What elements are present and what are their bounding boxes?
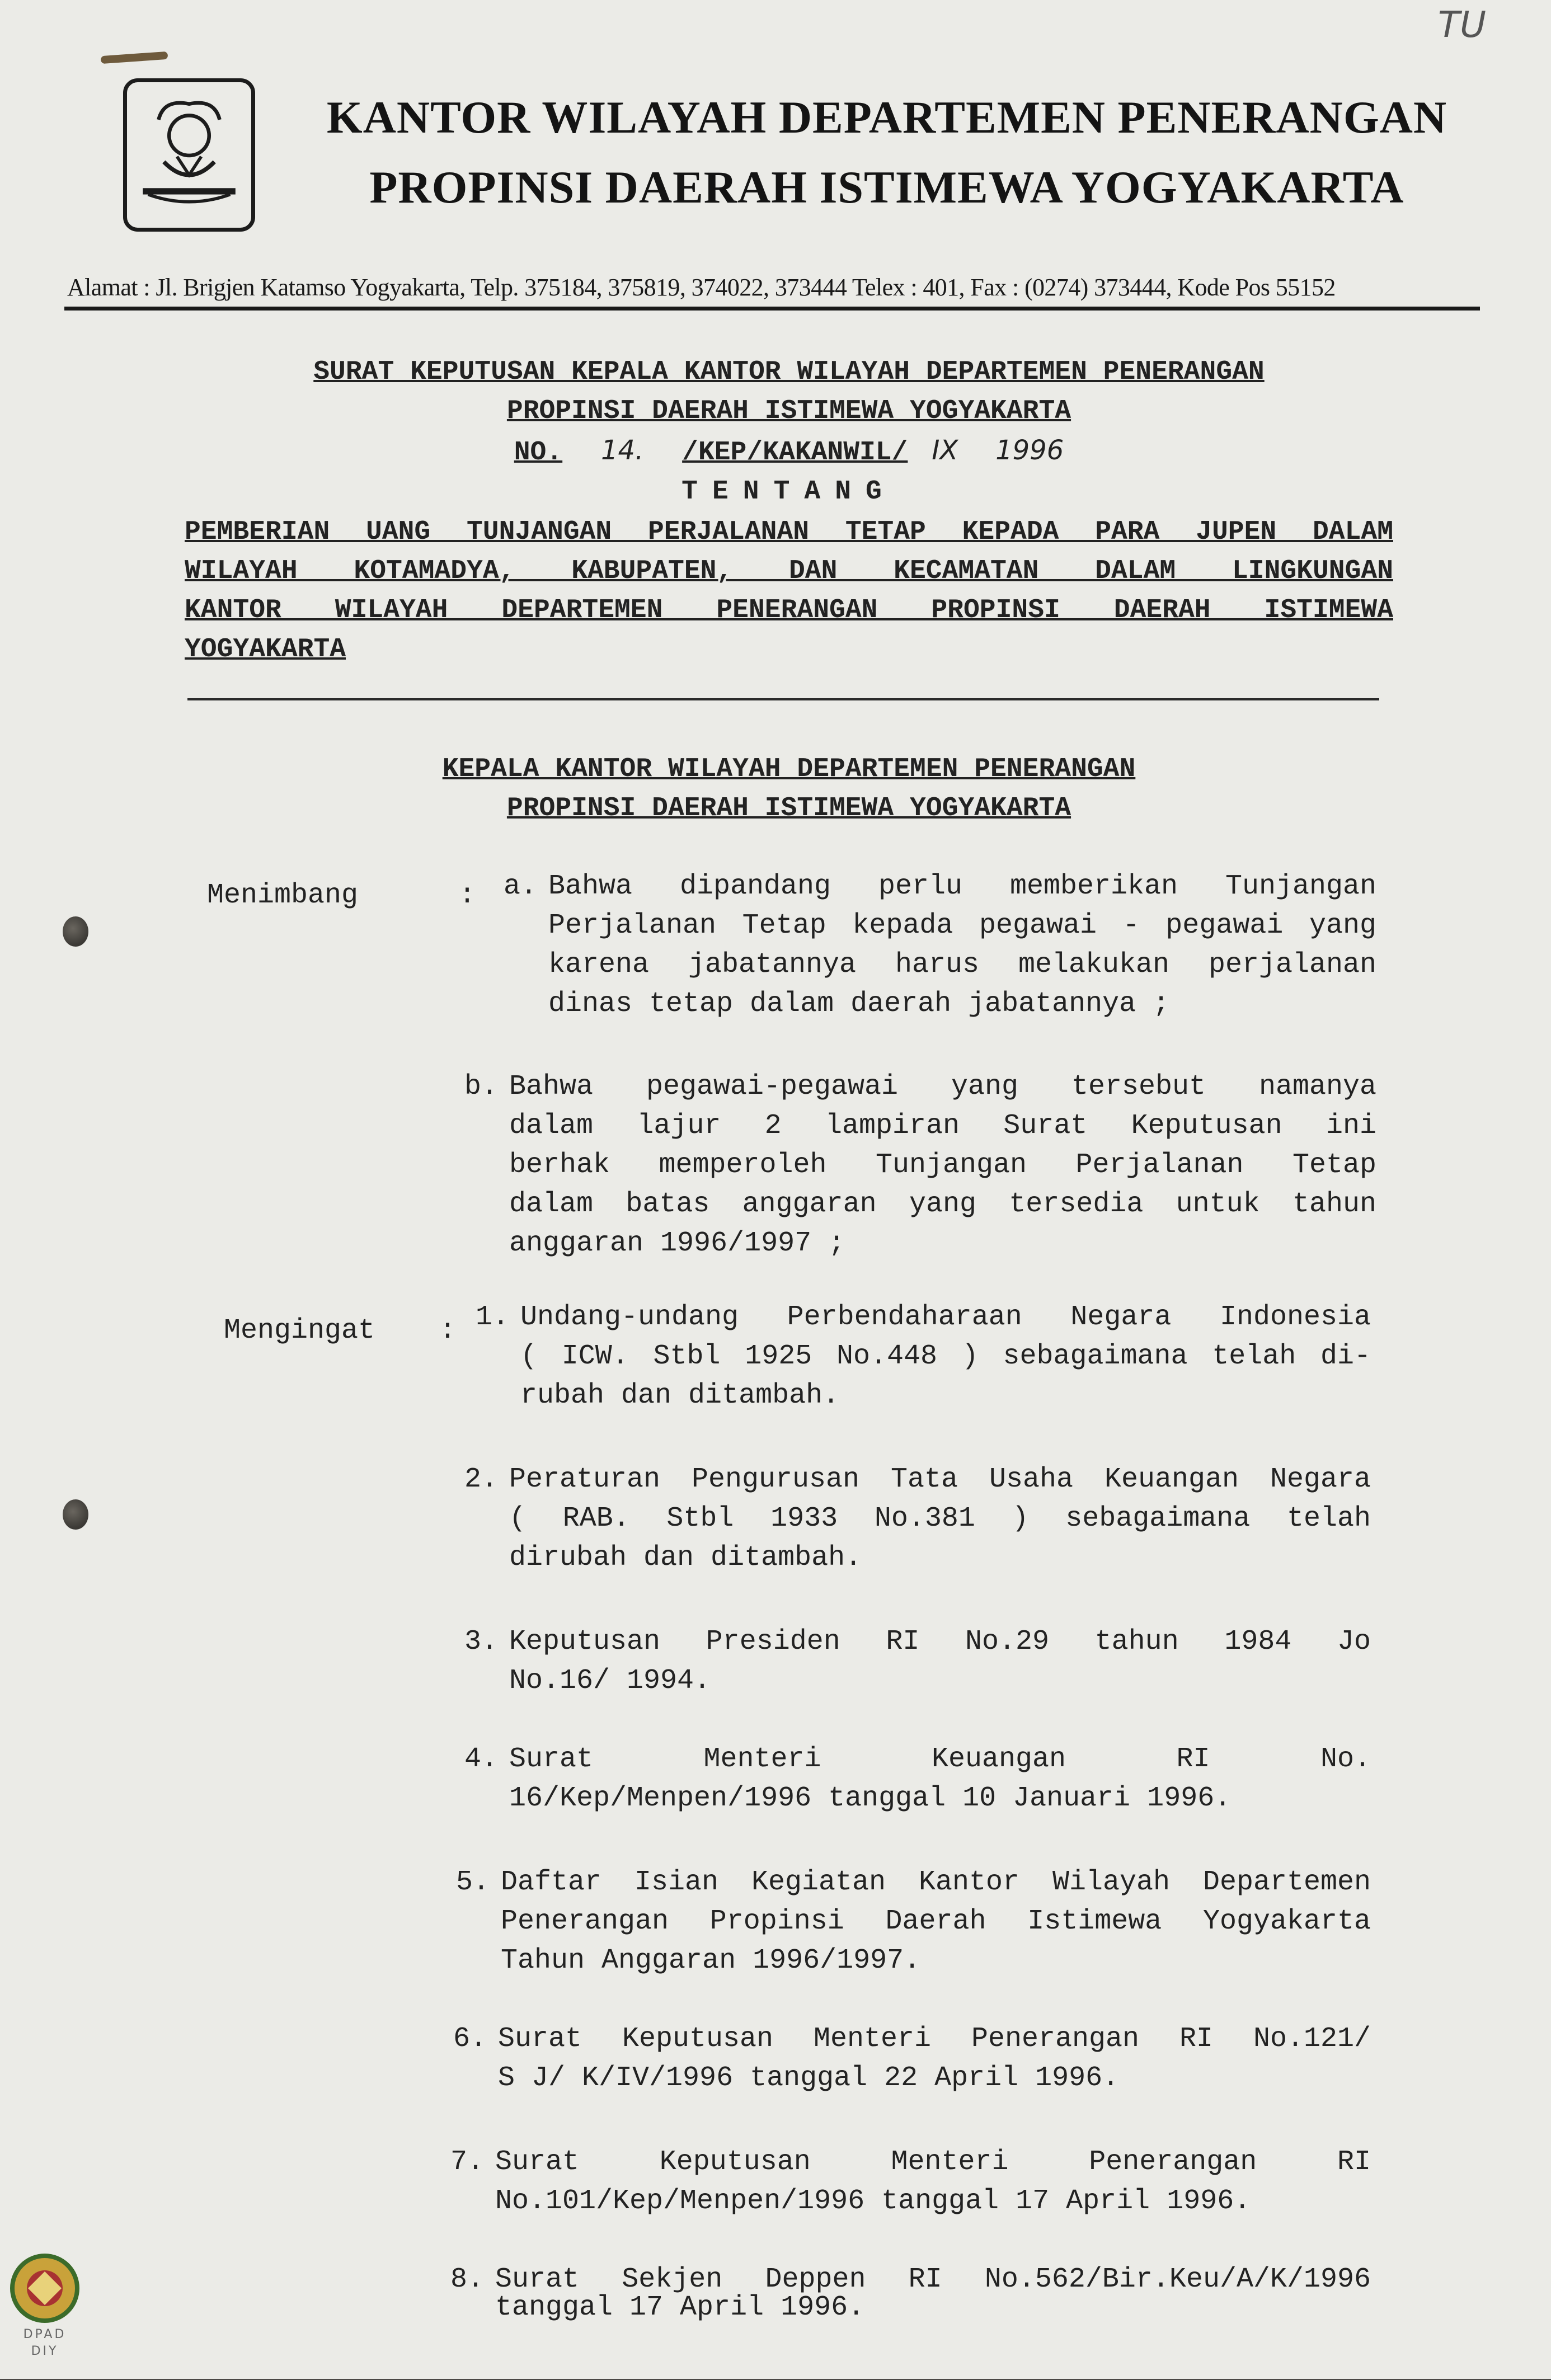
- item-text: [501, 1863, 1371, 1981]
- item-line: Tahun Anggaran 1996/1997.: [501, 1945, 921, 1977]
- issuer-block: [185, 750, 1393, 828]
- item-text: [509, 1067, 1376, 1263]
- item-line: dalam batas anggaran yang tersedia untuk tahun: [509, 1188, 1376, 1220]
- mengingat-item: [450, 2143, 1371, 2221]
- item-number: b.: [464, 1071, 499, 1103]
- letterhead: [291, 84, 1483, 224]
- item-line: Surat Menteri Keuangan RI No.: [509, 1743, 1371, 1775]
- item-line: berhak memperoleh Tunjangan Perjalanan Tetap: [509, 1149, 1376, 1181]
- item-line: No.101/Kep/Menpen/1996 tanggal 17 April 1996.: [495, 2185, 1251, 2217]
- item-line: S J/ K/IV/1996 tanggal 22 April 1996.: [498, 2062, 1120, 2094]
- item-line: Peraturan Pengurusan Tata Usaha Keuangan Negara: [509, 1464, 1371, 1495]
- item-text: [509, 1740, 1371, 1818]
- stamp-text-line2: DIY: [31, 2344, 59, 2358]
- item-line: 16/Kep/Menpen/1996 tanggal 10 Januari 1996.: [509, 1782, 1232, 1814]
- item-line: Bahwa dipandang perlu memberikan Tunjangan: [548, 871, 1376, 902]
- item-text: [495, 2266, 1371, 2322]
- decree-number-year: 1996: [995, 435, 1064, 466]
- item-line: Surat Sekjen Deppen RI No.562/Bir.Keu/A/K/1996: [495, 2264, 1371, 2296]
- item-text: [509, 1622, 1371, 1701]
- mengingat-item: [464, 1460, 1371, 1578]
- title-divider: [187, 698, 1379, 700]
- menimbang-item: [464, 1067, 1376, 1263]
- item-line: Surat Keputusan Menteri Penerangan RI: [495, 2146, 1371, 2178]
- item-line: anggaran 1996/1997 ;: [509, 1227, 845, 1259]
- menimbang-item: [504, 867, 1376, 1024]
- pencil-mark: [101, 51, 168, 64]
- decree-subject: [185, 512, 1393, 669]
- item-number: 3.: [464, 1626, 499, 1658]
- item-number: a.: [504, 871, 538, 902]
- mengingat-label: Mengingat: [224, 1315, 375, 1347]
- item-line: Surat Keputusan Menteri Penerangan RI No.121/: [498, 2023, 1371, 2055]
- item-number: 7.: [450, 2146, 485, 2178]
- mengingat-item: [464, 1622, 1371, 1701]
- issuer-line1: KEPALA KANTOR WILAYAH DEPARTEMEN PENERANGAN: [442, 754, 1136, 784]
- decree-subject-line: WILAYAH KOTAMADYA, KABUPATEN, DAN KECAMATAN DALAM LINGKUNGAN: [185, 556, 1393, 586]
- item-number: 1.: [476, 1301, 510, 1333]
- item-line: Keputusan Presiden RI No.29 tahun 1984 Jo: [509, 1626, 1371, 1658]
- item-line: ( ICW. Stbl 1925 No.448 ) sebagaimana telah di-: [520, 1340, 1371, 1372]
- mengingat-item: [450, 2266, 1371, 2322]
- mengingat-colon: :: [439, 1315, 457, 1347]
- stamp-text-line1: DPAD: [23, 2327, 67, 2341]
- item-line: Perjalanan Tetap kepada pegawai - pegawai yang: [548, 910, 1376, 942]
- item-number: 4.: [464, 1743, 499, 1775]
- decree-subject-line: PEMBERIAN UANG TUNJANGAN PERJALANAN TETAP KEPADA PARA JUPEN DALAM: [185, 517, 1393, 547]
- item-text: [520, 1298, 1371, 1415]
- decree-number-handwritten: 14.: [600, 435, 644, 466]
- item-line: ( RAB. Stbl 1933 No.381 ) sebagaimana telah: [509, 1503, 1371, 1535]
- department-emblem-icon: [123, 78, 255, 232]
- decree-subject-line: YOGYAKARTA: [185, 634, 346, 665]
- punch-hole: [63, 916, 88, 947]
- letterhead-divider: [64, 307, 1480, 311]
- item-line: Penerangan Propinsi Daerah Istimewa Yogyakarta: [501, 1906, 1371, 1937]
- item-text: [495, 2143, 1371, 2221]
- letterhead-address: Alamat : Jl. Brigjen Katamso Yogyakarta, Telp. 375184, 375819, 374022, 373444 Telex : 401, Fax : (0274) 373444, Kode Pos 55152: [67, 274, 1336, 301]
- item-line: Daftar Isian Kegiatan Kantor Wilayah Departemen: [501, 1866, 1371, 1898]
- item-line: karena jabatannya harus melakukan perjalanan: [548, 949, 1376, 981]
- item-line: Bahwa pegawai-pegawai yang tersebut namanya: [509, 1071, 1376, 1103]
- item-line: No.16/ 1994.: [509, 1665, 711, 1697]
- mengingat-item: [464, 1740, 1371, 1818]
- item-number: 2.: [464, 1464, 499, 1495]
- letterhead-line1: KANTOR WILAYAH DEPARTEMEN PENERANGAN: [326, 92, 1447, 143]
- item-number: 5.: [456, 1866, 490, 1898]
- archive-stamp: [6, 2249, 84, 2378]
- item-line: dinas tetap dalam daerah jabatannya ;: [548, 988, 1170, 1020]
- decree-title-line1: SURAT KEPUTUSAN KEPALA KANTOR WILAYAH DEPARTEMEN PENERANGAN: [313, 357, 1265, 387]
- item-text: [509, 1460, 1371, 1578]
- item-text: [548, 867, 1376, 1024]
- decree-number: [185, 431, 1393, 472]
- issuer-line2: PROPINSI DAERAH ISTIMEWA YOGYAKARTA: [506, 793, 1071, 824]
- letterhead-line2: PROPINSI DAERAH ISTIMEWA YOGYAKARTA: [369, 162, 1404, 213]
- decree-title-block: [185, 352, 1393, 669]
- item-line: Undang-undang Perbendaharaan Negara Indonesia: [520, 1301, 1371, 1333]
- punch-hole: [63, 1499, 88, 1530]
- item-number: 6.: [453, 2023, 487, 2055]
- decree-number-month: IX: [932, 435, 958, 466]
- item-line: rubah dan ditambah.: [520, 1380, 840, 1412]
- mengingat-item: [453, 2020, 1371, 2098]
- decree-tentang: TENTANG: [682, 477, 896, 507]
- menimbang-colon: :: [459, 879, 476, 911]
- decree-subject-line: KANTOR WILAYAH DEPARTEMEN PENERANGAN PROPINSI DAERAH ISTIMEWA: [185, 595, 1393, 625]
- mengingat-item: [476, 1298, 1371, 1415]
- menimbang-label: Menimbang: [207, 879, 359, 911]
- item-text: [498, 2020, 1371, 2098]
- item-line: dalam lajur 2 lampiran Surat Keputusan ini: [509, 1110, 1376, 1142]
- decree-number-mid: /KEP/KAKANWIL/: [682, 438, 908, 468]
- mengingat-item: [456, 1863, 1371, 1981]
- item-line: dirubah dan ditambah.: [509, 1542, 862, 1574]
- handwritten-note: TU: [1438, 4, 1486, 46]
- decree-number-prefix: NO.: [514, 438, 563, 468]
- decree-title-line2: PROPINSI DAERAH ISTIMEWA YOGYAKARTA: [506, 396, 1071, 426]
- archive-emblem-icon: [6, 2249, 84, 2378]
- item-line: tanggal 17 April 1996.: [495, 2292, 865, 2323]
- item-number: 8.: [450, 2264, 485, 2296]
